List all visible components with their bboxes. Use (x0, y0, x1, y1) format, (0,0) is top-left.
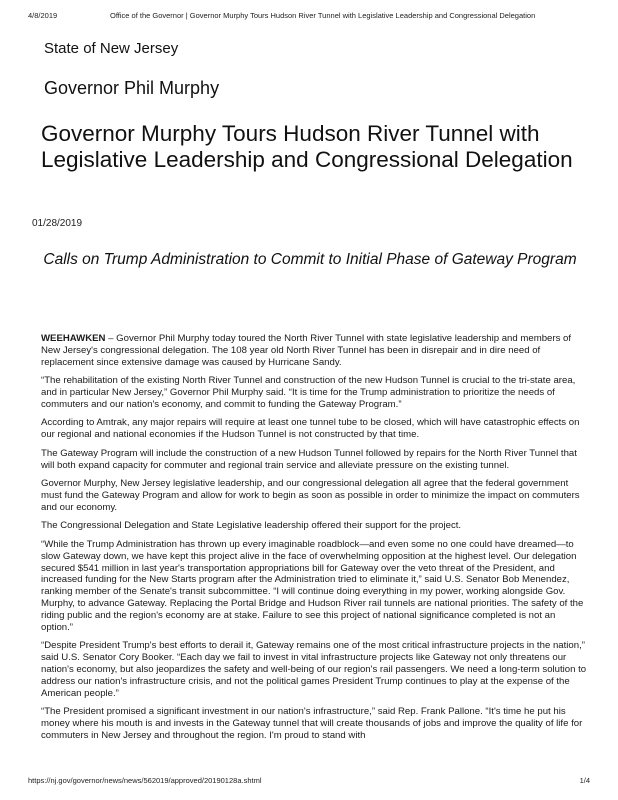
print-date: 4/8/2019 (28, 11, 58, 20)
article-paragraph: “The rehabilitation of the existing North River Tunnel and construction of the new Hudson Tunnel is crucial to the tri-state area, and in particular New Jersey,” Governor Phil Murphy said. “It is time for the Trump administration to prioritize the needs of commuters and our nation's economy, and commit to funding the Gateway Program.” (41, 375, 576, 411)
article-headline: Governor Murphy Tours Hudson River Tunnel with Legislative Leadership and Congressional Delegation (41, 121, 573, 172)
article-paragraph: Governor Murphy, New Jersey legislative leadership, and our congressional delegation all agree that the federal government must fund the Gateway Program and allow for work to begin as soon as possible in order to minimize the impact on commuters and our economy. (41, 478, 580, 513)
print-url: https://nj.gov/governor/news/news/562019/approved/20190128a.shtml (28, 776, 262, 785)
site-governor-link[interactable]: Governor Phil Murphy (44, 78, 220, 98)
article-paragraph: The Gateway Program will include the construction of a new Hudson Tunnel followed by repairs for the North River Tunnel that will both expand capacity for commuter and regional train service and alleviate pressure on the existing tunnel. (41, 447, 577, 471)
article-dateline: WEEHAWKEN (41, 333, 106, 344)
article-paragraph (41, 333, 587, 369)
article-date: 01/28/2019 (32, 218, 83, 229)
article-paragraph: “The President promised a significant investment in our nation's infrastructure,” said Rep. Frank Pallone. “It's time he put his money where his mouth is and invests in the Gateway tunnel that will create thousands of jobs and improve the quality of life for commuters in New Jersey and throughout the region. I'm proud to stand with (41, 706, 583, 742)
article-paragraph: “While the Trump Administration has thrown up every imaginable roadblock—and even some no one could have dreamed—to slow Gateway down, we have kept this project alive in the face of overwhelming opposition at the highest level. Our delegation secured $541 million in last year's transportation appropriations bill for Gateway over the veto threat of the President, and increased funding for the New Starts program after the Administration tried to eliminate it,” said U.S. Senator Bob Menendez, ranking member of the Senate's transit subcommittee. “I will continue doing everything in my power, working alongside Gov. Murphy, to advance Gateway. Replacing the Portal Bridge and Hudson River rail tunnels are national priorities. The safety of the riding public and the region's economy are at stake. Failure to see this project of national significance completed is not an option.” (41, 538, 584, 634)
article-paragraph: According to Amtrak, any major repairs will require at least one tunnel tube to be closed, which will have catastrophic effects on our regional and national economies if the Hudson Tunnel is not constructed by that time. (41, 417, 580, 441)
article-lead: – Governor Phil Murphy today toured the North River Tunnel with state legislative leadership and members of New Jersey's congressional delegation. The 108 year old North River Tunnel has been in disrepair and in dire need of replacement since extensive damage was caused by Hurricane Sandy. (41, 333, 572, 368)
article-body (41, 333, 587, 749)
print-page-title: Office of the Governor | Governor Murphy Tours Hudson River Tunnel with Legislative Leadership and Congressional Delegation (110, 11, 536, 20)
print-page-number: 1/4 (579, 776, 590, 785)
article-subheadline: Calls on Trump Administration to Commit to Initial Phase of Gateway Program (43, 251, 577, 268)
site-state-link[interactable]: State of New Jersey (44, 40, 179, 57)
article-paragraph: The Congressional Delegation and State Legislative leadership offered their support for the project. (41, 520, 462, 532)
article-paragraph: “Despite President Trump's best efforts to derail it, Gateway remains one of the most critical infrastructure projects in the nation,” said U.S. Senator Cory Booker. “Each day we fail to invest in vital infrastructure projects like Gateway not only threatens our nation's economy, but also jeopardizes the safety and well-being of our region's rail passengers. We need a long-term solution to address our nation's infrastructure crisis, and not the political games President Trump continues to play at the expense of the American people.” (41, 640, 587, 700)
